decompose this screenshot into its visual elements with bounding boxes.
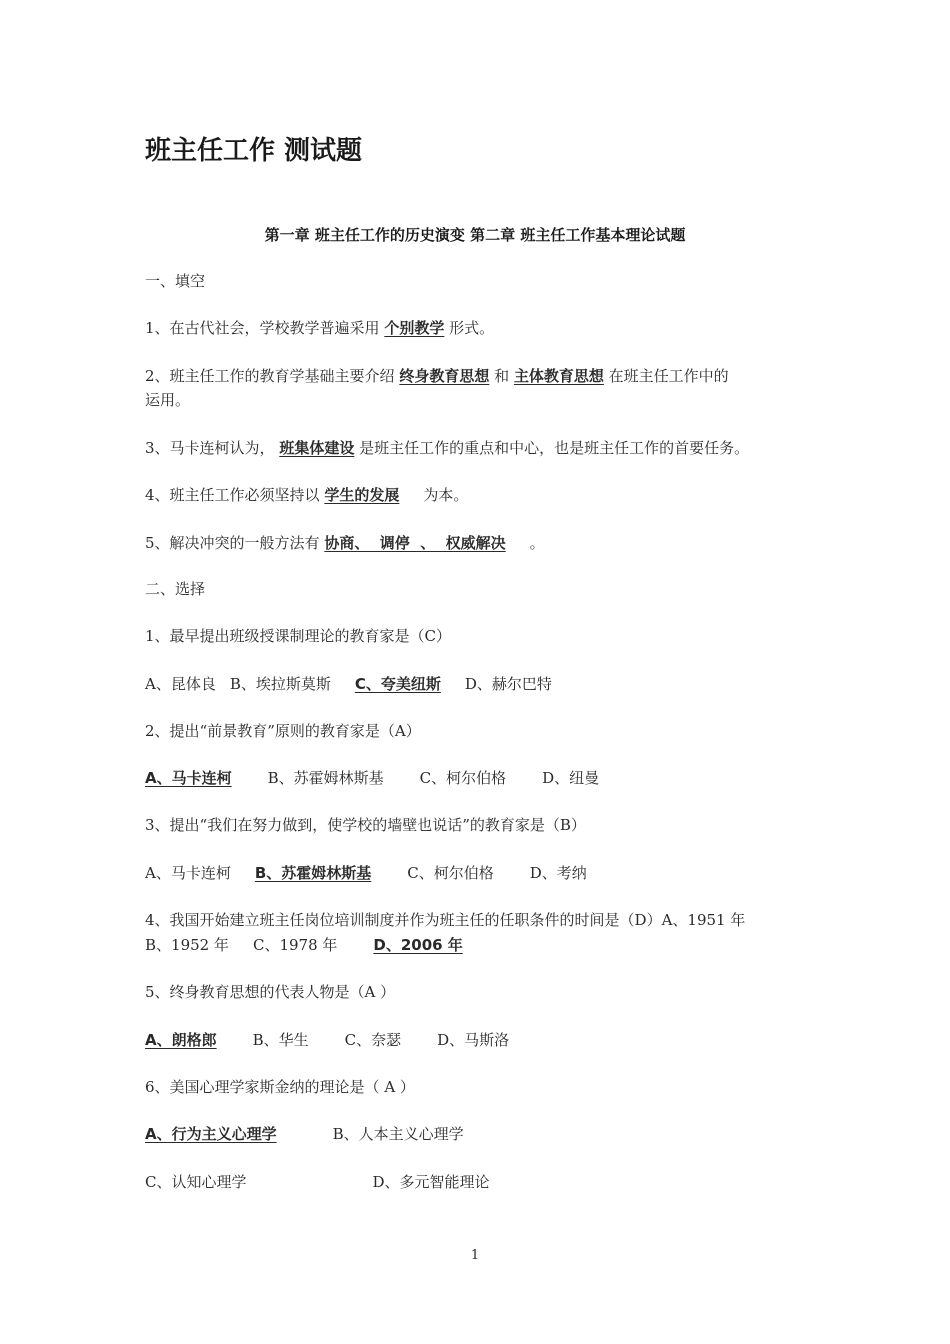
- fill-question-2-continued: 运用。: [145, 391, 191, 409]
- option: B、人本主义心理学: [332, 1125, 464, 1143]
- question-text: 3、马卡连柯认为，: [145, 439, 280, 457]
- option-correct: A、行为主义心理学: [145, 1125, 277, 1143]
- option: C、1978 年: [252, 936, 338, 954]
- option: C、柯尔伯格: [407, 864, 494, 882]
- option-correct: B、苏霍姆林斯基: [254, 864, 372, 882]
- question-text: 2、班主任工作的教育学基础主要介绍: [145, 367, 400, 385]
- option: B、1952 年: [145, 936, 229, 954]
- option: B、华生: [252, 1031, 309, 1049]
- question-text: 是班主任工作的重点和中心，也是班主任工作的首要任务。: [354, 439, 750, 457]
- option: C、柯尔伯格: [419, 769, 507, 787]
- question-text: 和: [489, 367, 514, 385]
- section-heading-choice: 二、选择: [145, 580, 206, 598]
- option: A、马卡连柯: [145, 864, 231, 882]
- page-number: 1: [470, 1248, 480, 1263]
- answer: 终身教育思想: [399, 367, 490, 385]
- option: D、多元智能理论: [372, 1173, 490, 1191]
- question-text: 形式。: [444, 319, 495, 337]
- fill-question-1: [145, 316, 494, 340]
- option: D、纽曼: [542, 769, 600, 787]
- answer: 主体教育思想: [513, 367, 604, 385]
- choice-options-2: [145, 766, 599, 790]
- fill-question-2: [145, 364, 729, 388]
- choice-question-6: 6、美国心理学家斯金纳的理论是（ A ）: [145, 1078, 415, 1096]
- option: A、昆体良: [145, 675, 216, 693]
- choice-question-5: 5、终身教育思想的代表人物是（A ）: [145, 983, 396, 1001]
- choice-options-3: [145, 861, 587, 885]
- answer: 个别教学: [384, 319, 445, 337]
- question-text: 为本。: [423, 486, 469, 504]
- choice-options-4: [145, 933, 463, 957]
- section-heading-fill: 一、填空: [145, 272, 206, 290]
- question-text: 1、在古代社会，学校教学普遍采用: [145, 319, 385, 337]
- choice-options-5: [145, 1028, 509, 1052]
- question-text: 4、班主任工作必须坚持以: [145, 486, 325, 504]
- choice-question-3: 3、提出“我们在努力做到，使学校的墙壁也说话”的教育家是（B）: [145, 816, 586, 834]
- answer: 协商、 调停 、 权威解决: [324, 534, 506, 552]
- option: D、赫尔巴特: [464, 675, 552, 693]
- option: D、考纳: [529, 864, 587, 882]
- choice-options-1: [145, 672, 552, 696]
- fill-question-3: [145, 436, 749, 460]
- option-correct: C、夸美纽斯: [354, 675, 441, 693]
- choice-options-6b: [145, 1170, 490, 1194]
- document-title: 班主任工作 测试题: [145, 136, 363, 166]
- option-correct: D、2006 年: [373, 936, 463, 954]
- option: D、马斯洛: [437, 1031, 510, 1049]
- question-text: 在班主任工作中的: [603, 367, 729, 385]
- option: C、认知心理学: [145, 1173, 247, 1191]
- choice-question-2: 2、提出“前景教育”原则的教育家是（A）: [145, 722, 421, 740]
- option: B、苏霍姆林斯基: [267, 769, 384, 787]
- choice-options-6a: [145, 1122, 464, 1146]
- option-correct: A、马卡连柯: [145, 769, 232, 787]
- option: B、埃拉斯莫斯: [229, 675, 331, 693]
- choice-question-4: 4、我国开始建立班主任岗位培训制度并作为班主任的任职条件的时间是（D）A、1951 年: [145, 911, 746, 929]
- answer: 班集体建设: [279, 439, 355, 457]
- question-text: 5、解决冲突的一般方法有: [145, 534, 325, 552]
- answer: 学生的发展: [324, 486, 400, 504]
- option-correct: A、朗格郎: [145, 1031, 217, 1049]
- question-text: 。: [529, 534, 545, 552]
- chapter-heading: 第一章 班主任工作的历史演变 第二章 班主任工作基本理论试题: [264, 226, 686, 244]
- fill-question-4: [145, 483, 468, 507]
- option: C、奈瑟: [344, 1031, 402, 1049]
- fill-question-5: [145, 531, 545, 555]
- choice-question-1: 1、最早提出班级授课制理论的教育家是（C）: [145, 627, 452, 645]
